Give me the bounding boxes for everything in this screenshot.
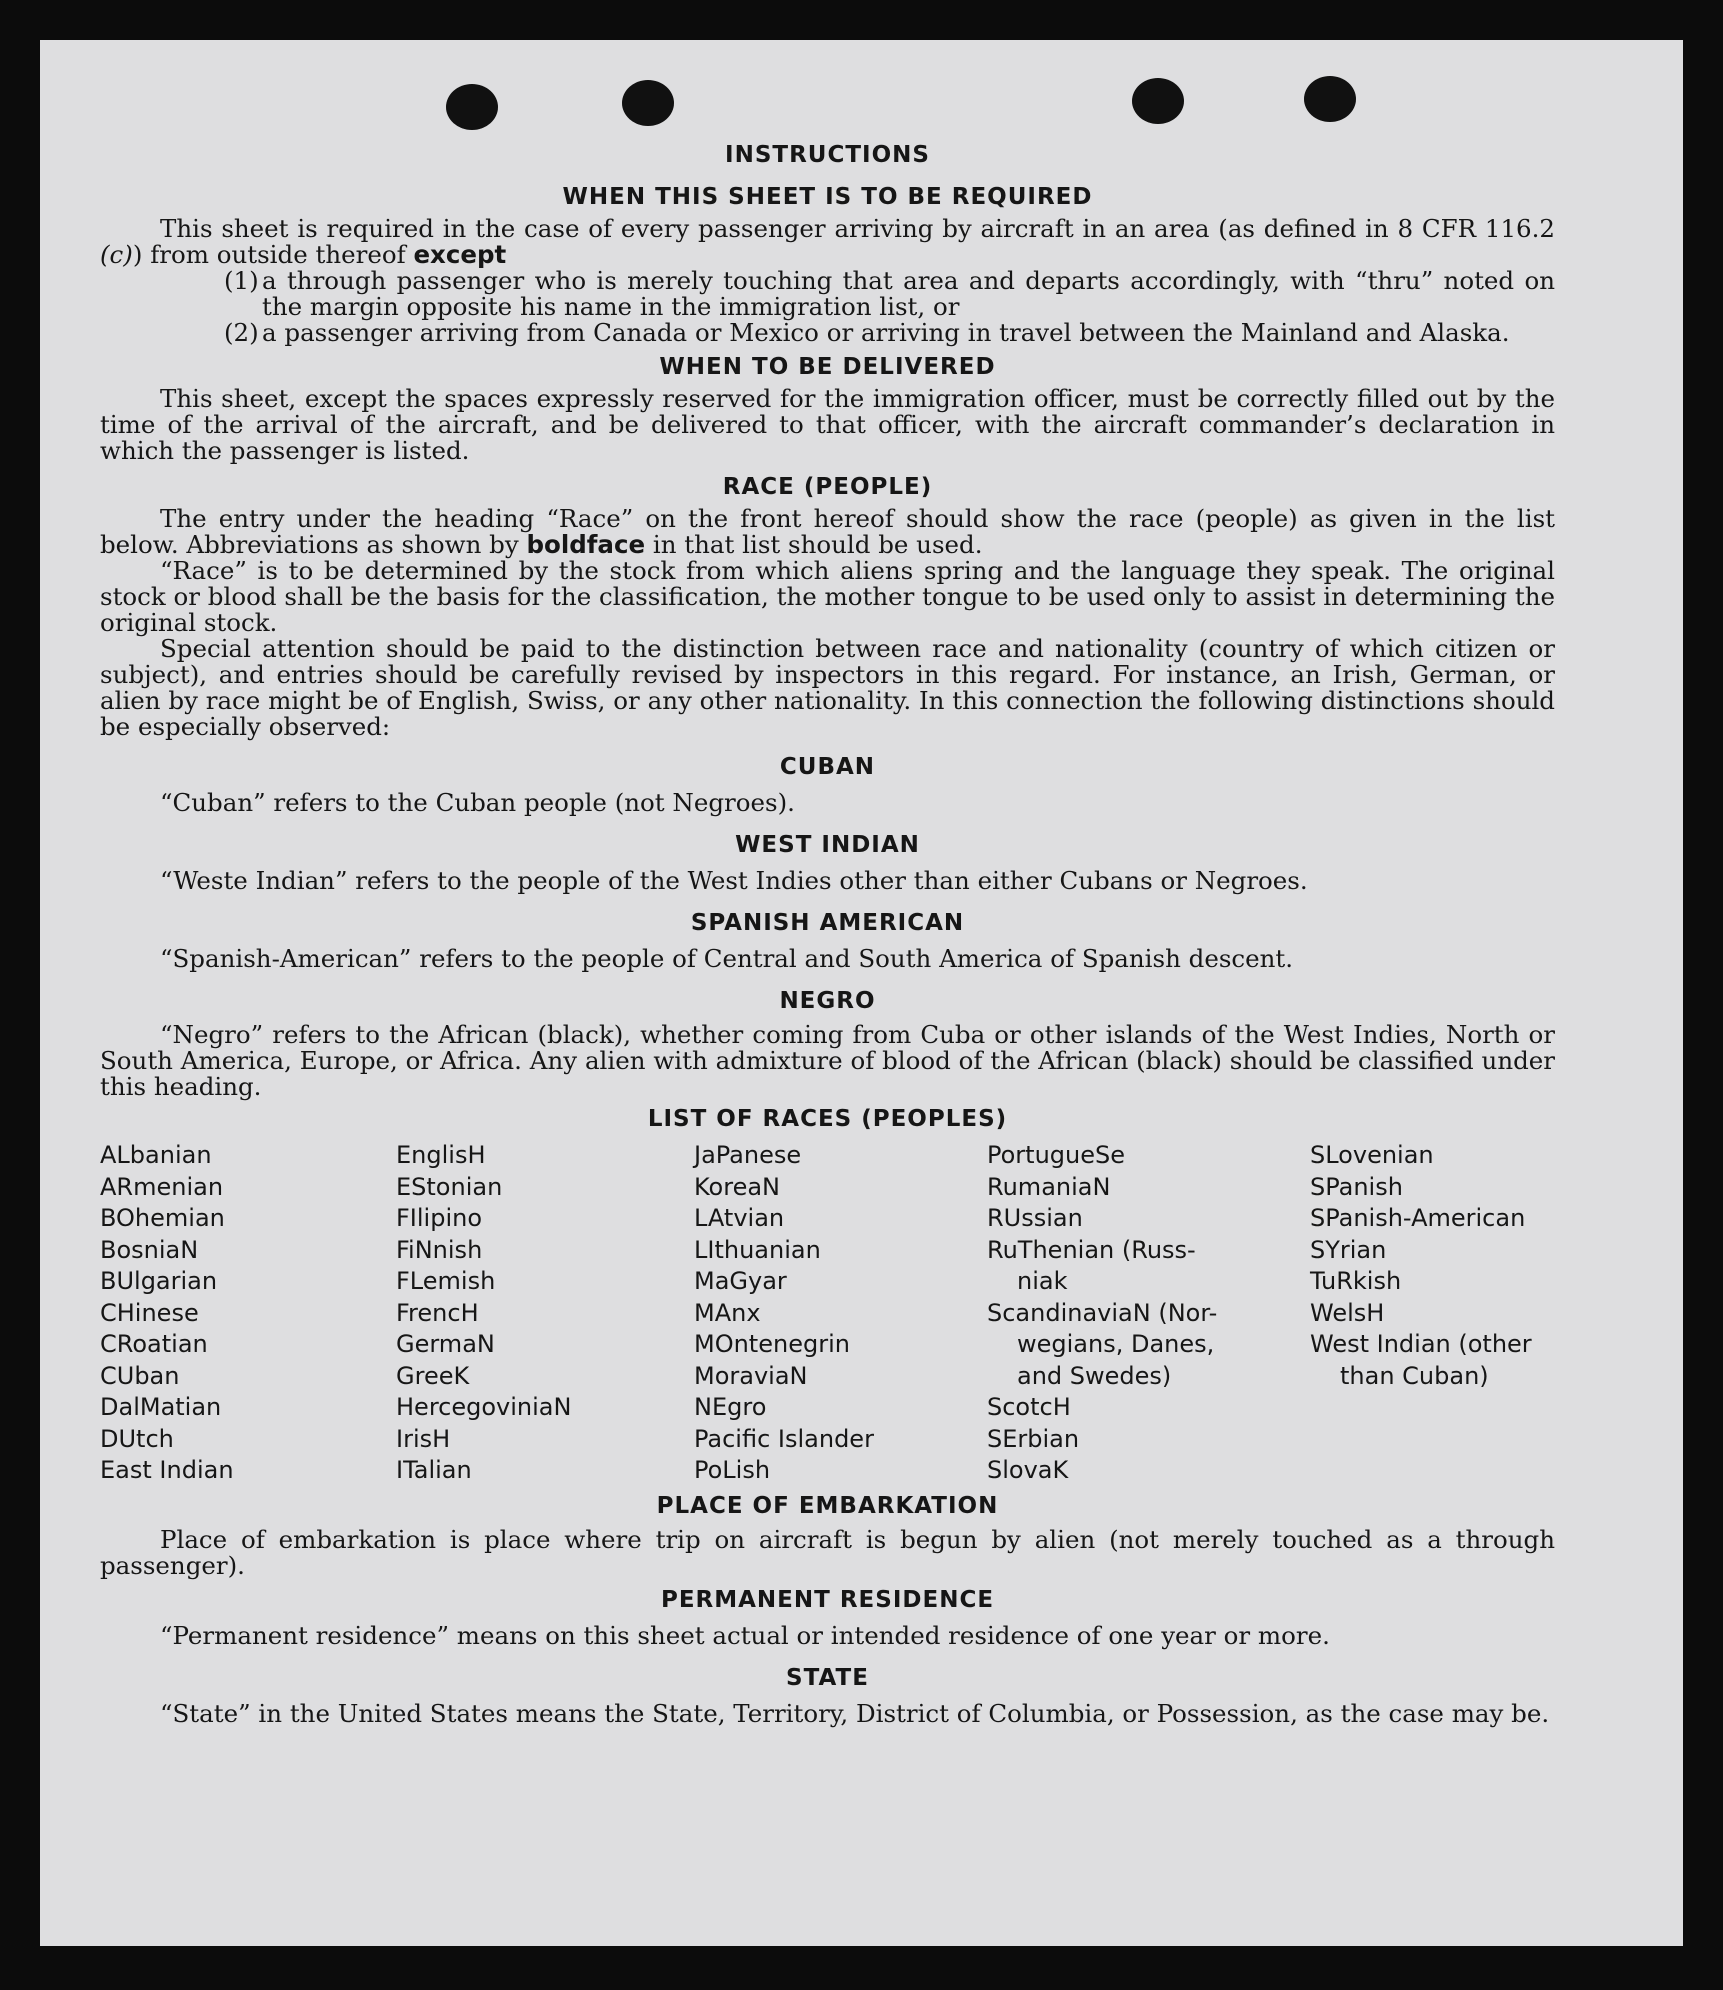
race-item: EStonian — [396, 1172, 503, 1201]
race-paragraph-1: The entry under the heading “Race” on the front hereof should show the race (people) as given in the list below. Abbreviations as shown by boldface in that list should be used. — [100, 504, 1555, 559]
race-item: BOhemian — [100, 1204, 225, 1232]
race-item: SLovenian — [1310, 1141, 1434, 1169]
race-item: NEgro — [694, 1393, 767, 1421]
races-column — [987, 1140, 1310, 1487]
race-item: Pacific Islander — [694, 1424, 874, 1453]
heading-place-of-embarkation: PLACE OF EMBARKATION — [656, 1492, 999, 1519]
punch-hole — [622, 80, 674, 126]
heading-when-delivered: WHEN TO BE DELIVERED — [659, 354, 996, 380]
race-item: SPanish — [1310, 1172, 1403, 1201]
west-indian-text: “Weste Indian” refers to the people of the West Indies other than either Cubans or Negroes. — [160, 866, 1308, 895]
race-item: IrisH — [396, 1424, 451, 1453]
negro-text: “Negro” refers to the African (black), whether coming from Cuba or other islands of the West Indies, North or South America, Europe, or Africa. Any alien with admixture of blood of the African (black) should be classified under this heading. — [100, 1020, 1555, 1101]
heading-negro: NEGRO — [779, 988, 876, 1014]
race-item: DalMatian — [100, 1393, 222, 1421]
races-column — [100, 1140, 396, 1487]
race-item: WelsH — [1310, 1298, 1385, 1327]
race-item: FiNnish — [396, 1235, 483, 1264]
race-item: MAnx — [694, 1298, 761, 1327]
race-item: ALbanian — [100, 1141, 212, 1169]
race-item: BUlgarian — [100, 1267, 218, 1295]
heading-state: STATE — [786, 1664, 869, 1691]
race-item: SPanish-American — [1310, 1204, 1526, 1232]
race-item: MOntenegrin — [694, 1330, 850, 1358]
race-item: FLemish — [396, 1267, 496, 1295]
race-item: PortugueSe — [987, 1141, 1125, 1169]
state-text: “State” in the United States means the State, Territory, District of Columbia, or Possession, as the case may be. — [160, 1698, 1550, 1728]
race-item: RUssian — [987, 1204, 1083, 1232]
heading-west-indian: WEST INDIAN — [735, 832, 920, 858]
race-item: PoLish — [694, 1456, 771, 1484]
races-column — [694, 1140, 987, 1487]
heading-spanish-american: SPANISH AMERICAN — [690, 910, 965, 936]
spanish-american-text: “Spanish-American” refers to the people of Central and South America of Spanish descent. — [160, 944, 1294, 973]
races-column — [396, 1140, 694, 1487]
required-exception-1: (1) a through passenger who is merely touching that area and departs accordingly, with “thru” noted on the margin opposite his name in the immigration list, or — [224, 266, 1555, 321]
race-item: ScandinaviaN (Nor- — [987, 1298, 1218, 1327]
race-item-continuation: wegians, Danes, — [1017, 1330, 1215, 1358]
heading-when-required: WHEN THIS SHEET IS TO BE REQUIRED — [562, 184, 1093, 210]
embarkation-text: Place of embarkation is place where trip on aircraft is begun by alien (not merely touched as a through passenger). — [100, 1524, 1555, 1580]
race-item: EnglisH — [396, 1141, 486, 1169]
race-item: HercegoviniaN — [396, 1393, 572, 1421]
punch-hole — [1304, 76, 1356, 122]
heading-list-of-races: LIST OF RACES (PEOPLES) — [647, 1106, 1008, 1132]
punch-hole — [446, 84, 498, 130]
race-paragraph-3: Special attention should be paid to the distinction between race and nationality (country of which citizen or subject), and entries should be carefully revised by inspectors in this regard. For instance, an Irish, German, or alien by race might be of English, Swiss, or any other nationality. In this connection the following distinctions should be especially observed: — [100, 634, 1555, 741]
race-item: DUtch — [100, 1424, 174, 1453]
race-item: CRoatian — [100, 1330, 208, 1358]
race-item: ITalian — [396, 1456, 472, 1484]
race-item: ScotcH — [987, 1393, 1071, 1421]
race-item: MaGyar — [694, 1267, 787, 1295]
race-item: RuThenian (Russ- — [987, 1235, 1196, 1264]
race-item: LAtvian — [694, 1204, 785, 1232]
heading-cuban: CUBAN — [779, 754, 876, 780]
race-paragraph-2: “Race” is to be determined by the stock from which aliens spring and the language they speak. The original stock or blood shall be the basis for the classification, the mother tongue to be used only to assist in determining the original stock. — [100, 556, 1555, 637]
race-item: SErbian — [987, 1424, 1080, 1453]
race-item: RumaniaN — [987, 1172, 1111, 1201]
race-item: GermaN — [396, 1330, 495, 1358]
race-item: CUban — [100, 1361, 180, 1390]
race-item: GreeK — [396, 1361, 470, 1390]
instructions-content — [100, 140, 1555, 1727]
race-item: East Indian — [100, 1456, 234, 1484]
race-item: West Indian (other — [1310, 1330, 1532, 1358]
race-item: LIthuanian — [694, 1235, 821, 1264]
residence-text: “Permanent residence” means on this sheet actual or intended residence of one year or more. — [160, 1620, 1330, 1650]
punch-hole — [1132, 78, 1184, 124]
race-item-continuation: and Swedes) — [1017, 1361, 1172, 1390]
race-item: CHinese — [100, 1298, 199, 1327]
race-item-continuation: niak — [1017, 1267, 1068, 1295]
race-item: MoraviaN — [694, 1361, 808, 1390]
races-column — [1310, 1140, 1550, 1487]
race-item: FrencH — [396, 1298, 479, 1327]
race-item: BosniaN — [100, 1235, 199, 1264]
required-exception-2: (2) a passenger arriving from Canada or Mexico or arriving in travel between the Mainland and Alaska. — [224, 318, 1510, 347]
race-item: SYrian — [1310, 1235, 1387, 1264]
races-table — [100, 1140, 1555, 1487]
required-intro: This sheet is required in the case of every passenger arriving by aircraft in an area (as defined in 8 CFR 116.2 (c)) from outside thereof except — [100, 214, 1555, 269]
race-item: SlovaK — [987, 1456, 1069, 1484]
heading-race: RACE (PEOPLE) — [722, 474, 933, 500]
race-item: ARmenian — [100, 1172, 224, 1201]
document-sheet — [40, 40, 1683, 1946]
delivered-text: This sheet, except the spaces expressly reserved for the immigration officer, must be correctly filled out by the time of the arrival of the aircraft, and be delivered to that officer, with the aircraft commander’s declaration in which the passenger is listed. — [100, 384, 1555, 465]
race-item: KoreaN — [694, 1172, 780, 1201]
race-item-continuation: than Cuban) — [1340, 1361, 1489, 1390]
race-item: FIlipino — [396, 1204, 483, 1232]
race-item: JaPanese — [694, 1141, 802, 1169]
heading-permanent-residence: PERMANENT RESIDENCE — [660, 1586, 995, 1613]
cuban-text: “Cuban” refers to the Cuban people (not Negroes). — [160, 788, 795, 817]
race-item: TuRkish — [1310, 1267, 1402, 1295]
page-title: INSTRUCTIONS — [725, 142, 930, 168]
